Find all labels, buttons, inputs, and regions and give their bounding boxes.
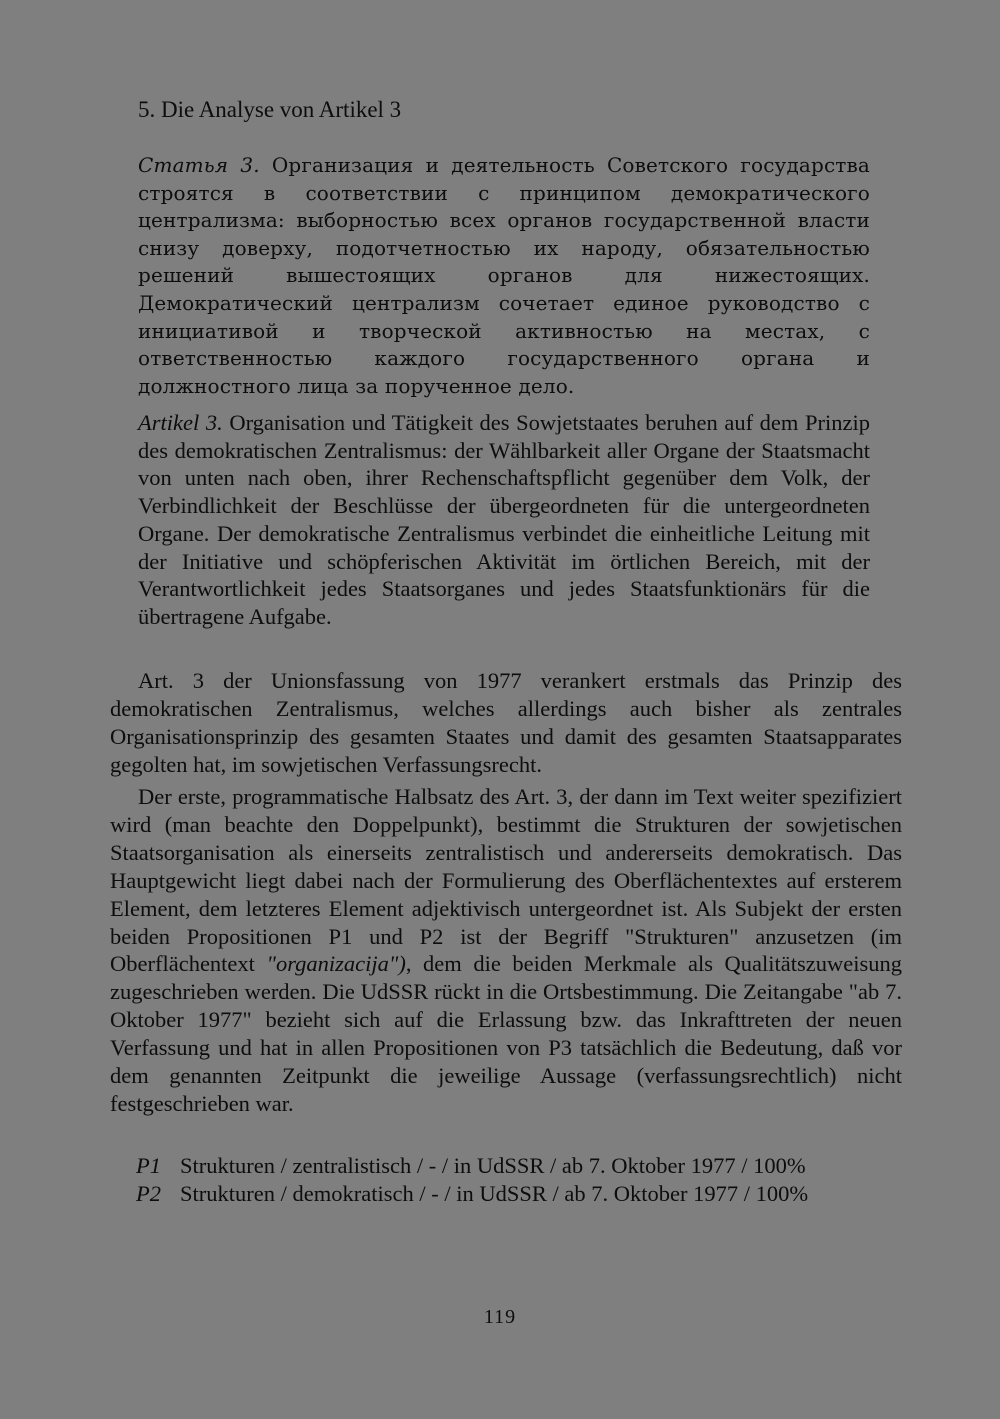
proposition-line [136, 1180, 896, 1208]
proposition-id: P2 [136, 1181, 161, 1206]
proposition-text: Strukturen / demokratisch / - / in UdSSR / ab 7. Oktober 1977 / 100% [180, 1181, 809, 1206]
analysis-paragraph-2-text-b: , dem die beiden Merkmale als Qualitätszuweisung zugeschrieben werden. Die UdSSR rückt in die Ortsbestimmung. Die Zeitangabe "ab 7. Oktober 1977" bezieht sich auf die Erlassung bzw. das Inkrafttreten der neuen Verfassung und hat in allen Propositionen von P3 tatsächlich die Bedeutung, daß vor dem genannten Zeitpunkt die jeweilige Aussage (verfassungsrechtlich) nicht festgeschrieben war. [110, 951, 902, 1116]
german-article-paragraph [138, 409, 870, 631]
analysis-paragraph-2-text-a: Der erste, programmatische Halbsatz des Art. 3, der dann im Text weiter spezifiziert wird (man beachte den Doppelpunkt), bestimmt die Strukturen der sowjetischen Staatsorganisation als einerseits zentralistisch und andererseits demokratisch. Das Hauptgewicht liegt dabei nach der Formulierung des Oberflächentextes auf ersterem Element, dem letzteres Element adjektivisch untergeordnet ist. Als Subjekt der ersten beiden Propositionen P1 und P2 ist der Begriff "Strukturen" anzusetzen (im Oberflächentext [110, 784, 902, 977]
russian-article-text: Организация и деятельность Советского государства строятся в соответствии с принципом демократического централизма: выборностью всех органов государственной власти снизу доверху, подотчетностью их народу, обязательностью решений вышестоящих органов для нижестоящих. Демократический централизм сочетает единое руководство с инициативой и творческой активностью на местах, с ответственностью каждого государственного органа и должностного лица за порученное дело. [138, 153, 871, 398]
section-heading: 5. Die Analyse von Artikel 3 [138, 97, 402, 122]
analysis-paragraph-1: Art. 3 der Unionsfassung von 1977 verankert erstmals das Prinzip des demokratischen Zentralismus, welches allerdings auch bisher als zentrales Organisationsprinzip des gesamten Staates und damit des gesamten Staatsapparates gegolten hat, im sowjetischen Verfassungsrecht. [110, 668, 902, 777]
proposition-id: P1 [136, 1153, 161, 1178]
proposition-line [136, 1152, 896, 1180]
analysis-paragraph-2-italic-term: "organizacija") [266, 951, 406, 977]
russian-article-paragraph [138, 152, 870, 400]
analysis-paragraph-2 [110, 783, 902, 1118]
german-article-text: Organisation und Tätigkeit des Sowjetstaates beruhen auf dem Prinzip des demokratischen Zentralismus: der Wählbarkeit aller Organe der Staatsmacht von unten nach oben, ihrer Rechenschaftspflicht gegenüber dem Volk, der Verbindlichkeit der Beschlüsse der übergeordneten für die untergeordneten Organe. Der demokratische Zentralismus verbindet die einheitliche Leitung mit der Initiative und schöpferischen Aktivität im örtlichen Bereich, mit der Verantwortlichkeit jedes Staatsorganes und jedes Staatsfunktionärs für die übertragene Aufgabe. [138, 410, 871, 629]
page-number: 119 [483, 1306, 517, 1328]
russian-article-label: Статья 3. [138, 153, 260, 177]
proposition-text: Strukturen / zentralistisch / - / in UdSSR / ab 7. Oktober 1977 / 100% [180, 1153, 806, 1178]
german-article-label: Artikel 3. [138, 410, 223, 435]
